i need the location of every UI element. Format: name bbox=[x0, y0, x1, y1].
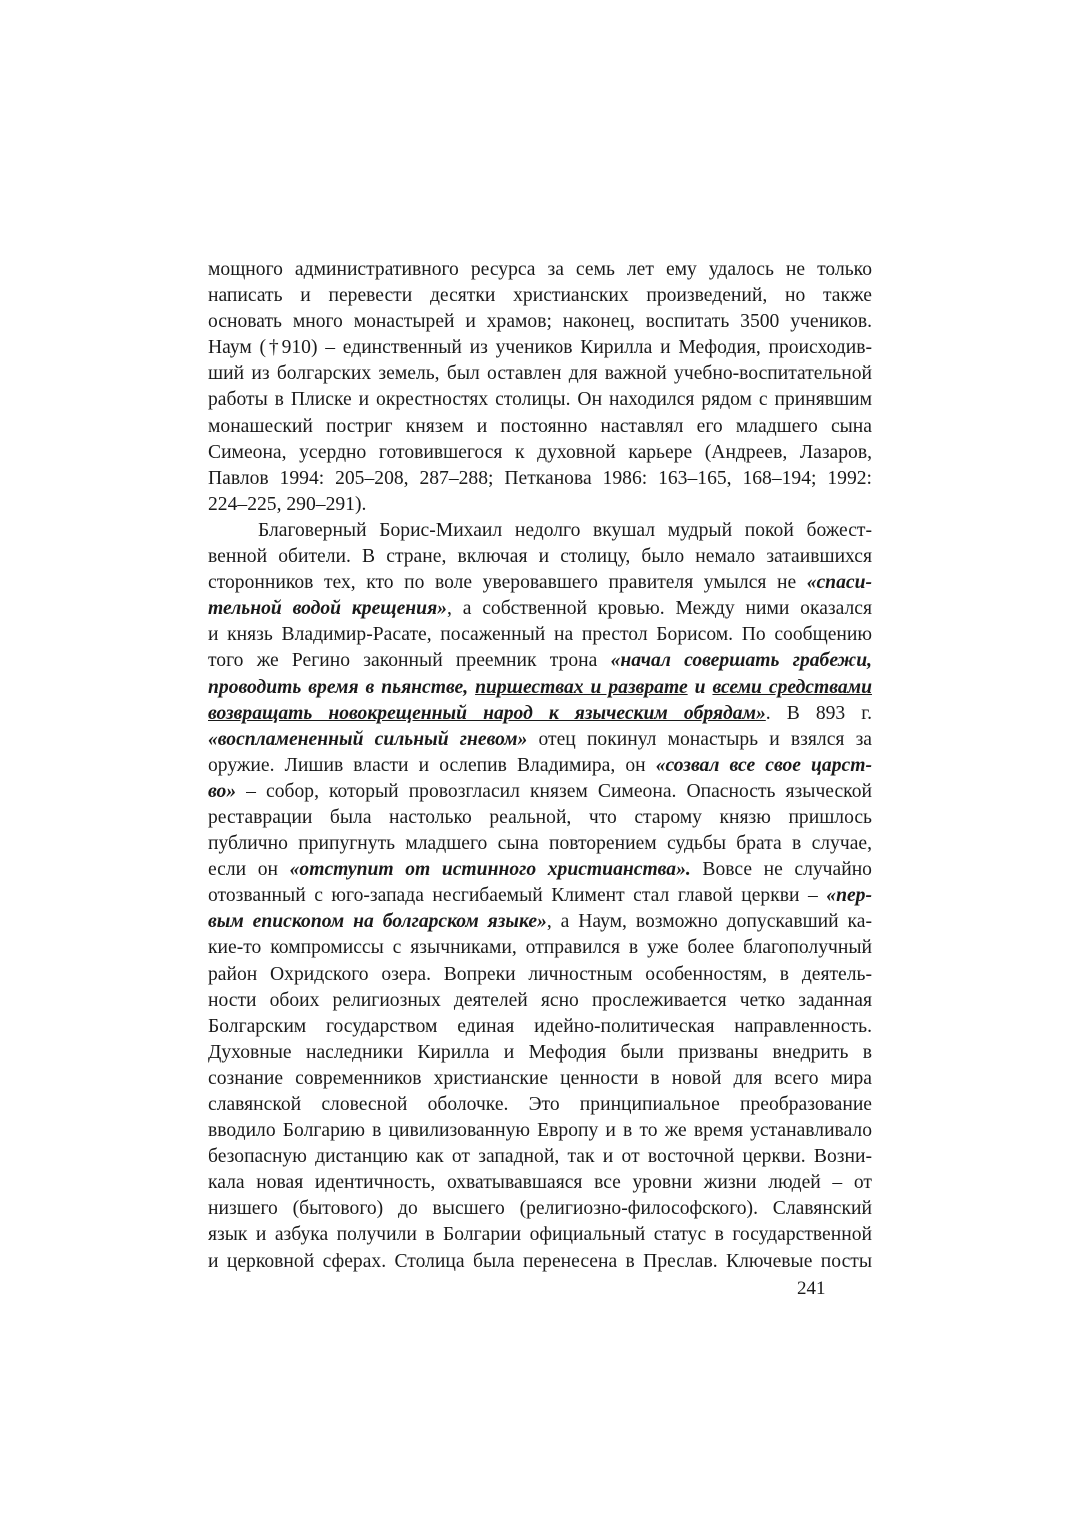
text-line bbox=[208, 622, 872, 648]
quote-emphasis: «спаси- bbox=[806, 572, 872, 594]
text-span: сторонников тех, кто по воле уверовавшего правителя умылся не bbox=[208, 572, 807, 594]
text-span: Духовные наследники Кирилла и Мефодия были призваны внедрить в bbox=[208, 1041, 872, 1063]
text-span: отец покинул монастырь и взялся за bbox=[527, 728, 872, 750]
text-span: публично припугнуть младшего сына повторением судьбы брата в случае, bbox=[208, 833, 872, 855]
text-span: славянской словесной оболочке. Это принципиальное преобразование bbox=[208, 1094, 872, 1115]
text-line bbox=[208, 883, 872, 909]
text-line bbox=[208, 753, 872, 779]
text-line bbox=[208, 544, 872, 570]
text-line bbox=[208, 727, 872, 753]
text-span: кие-то компромиссы с язычниками, отправился в уже более благополучный bbox=[208, 937, 872, 959]
text-line bbox=[208, 1170, 872, 1196]
text-line bbox=[208, 1144, 872, 1170]
text-span: . В 893 г. bbox=[765, 702, 872, 724]
text-span: безопасную дистанцию как от западной, так и от восточной церкви. Возни- bbox=[208, 1146, 872, 1168]
text-span: оружие. Лишив власти и ослепив Владимира, он bbox=[208, 754, 656, 776]
text-line bbox=[208, 988, 872, 1014]
text-line bbox=[208, 831, 872, 857]
text-line bbox=[208, 1014, 872, 1040]
text-line bbox=[208, 962, 872, 988]
text-span: район Охридского озера. Вопреки личностным особенностям, в деятель- bbox=[208, 963, 872, 985]
text-line bbox=[208, 596, 872, 622]
text-line: основать много монастырей и храмов; наконец, воспитать 3500 учеников. bbox=[208, 311, 872, 333]
quote-emphasis: и bbox=[687, 676, 713, 698]
text-span: ности обоих религиозных деятелей ясно прослеживается четко заданная bbox=[208, 989, 872, 1011]
text-span: , а Наум, возможно допускавший ка- bbox=[546, 911, 872, 933]
quote-emphasis: во» bbox=[208, 780, 237, 802]
text-line: Павлов 1994: 205–208, 287–288; Петканова 1986: 163–165, 168–194; 1992: bbox=[208, 467, 872, 489]
text-line bbox=[208, 1249, 872, 1275]
text-line: мощного административного ресурса за семь лет ему удалось не только bbox=[208, 259, 872, 280]
text-line: Наум (†910) – единственный из учеников Кирилла и Мефодия, происходив- bbox=[208, 337, 872, 359]
text-line bbox=[208, 805, 872, 831]
text-line: работы в Плиске и окрестностях столицы. Он находился рядом с принявшим bbox=[208, 389, 872, 411]
text-line bbox=[208, 1066, 872, 1092]
text-span: и церковной сферах. Столица была перенесена в Преслав. Ключевые посты bbox=[208, 1250, 872, 1272]
text-line: монашеский постриг князем и постоянно наставлял его младшего сына bbox=[208, 415, 872, 437]
text-span: реставрации была настолько реальной, что старому князю пришлось bbox=[208, 806, 872, 828]
text-span: и князь Владимир-Расате, посаженный на престол Борисом. По сообщению bbox=[208, 624, 872, 646]
quote-emphasis: «воспламененный сильный гневом» bbox=[208, 728, 528, 750]
quote-emphasis: «отступит от истинного христианства». bbox=[289, 859, 691, 881]
text-line: написать и перевести десятки христианских произведений, но также bbox=[208, 285, 872, 307]
page-number: 241 bbox=[797, 1278, 826, 1299]
text-line: 224–225, 290–291). bbox=[208, 493, 367, 515]
text-span: вводило Болгарию в цивилизованную Европу и в то же время устанавливало bbox=[208, 1120, 872, 1142]
quote-emphasis: «пер- bbox=[826, 885, 872, 907]
text-line bbox=[208, 1196, 872, 1222]
text-line bbox=[208, 570, 872, 596]
quote-emphasis: «начал совершать грабежи, bbox=[610, 650, 872, 672]
quote-underlined: пиршествах и разврате bbox=[475, 676, 688, 698]
text-line bbox=[208, 1118, 872, 1144]
text-span: кала новая идентичность, охватывавшаяся все уровни жизни людей – от bbox=[208, 1172, 872, 1194]
text-line bbox=[208, 935, 872, 961]
body-text bbox=[208, 257, 872, 1275]
quote-emphasis: «созвал все свое царст- bbox=[655, 754, 872, 776]
text-span: если он bbox=[208, 859, 290, 881]
text-span: сознание современников христианские ценности в новой для всего мира bbox=[208, 1067, 872, 1089]
text-line bbox=[208, 909, 872, 935]
text-line bbox=[208, 1092, 872, 1118]
text-span: Болгарским государством единая идейно-политическая направленность. bbox=[208, 1015, 872, 1037]
text-span: венной обители. В стране, включая и столицу, было немало затаившихся bbox=[208, 546, 872, 568]
text-span: Вовсе не случайно bbox=[690, 859, 872, 881]
quote-underlined: возвращать новокрещенный народ к языческим обрядам» bbox=[208, 702, 766, 724]
text-span: – собор, который провозгласил князем Симеона. Опасность языческой bbox=[236, 780, 872, 802]
text-line: Симеона, усердно готовившегося к духовной карьере (Андреев, Лазаров, bbox=[208, 441, 872, 463]
text-span: низшего (бытового) до высшего (религиозно-философского). Славянский bbox=[208, 1198, 872, 1220]
text-line bbox=[208, 648, 872, 674]
quote-emphasis: проводить время в пьянстве, bbox=[208, 676, 476, 698]
text-span: Благоверный Борис-Михаил недолго вкушал мудрый покой божест- bbox=[258, 519, 872, 541]
text-line bbox=[208, 1222, 872, 1248]
text-line bbox=[208, 675, 872, 701]
text-span: язык и азбука получили в Болгарии официальный статус в государственной bbox=[208, 1224, 872, 1246]
text-span: того же Регино законный преемник трона bbox=[208, 650, 611, 672]
text-line bbox=[208, 518, 872, 544]
text-line bbox=[208, 857, 872, 883]
quote-emphasis: тельной водой крещения» bbox=[208, 598, 447, 620]
text-span: , а собственной кровью. Между ними оказался bbox=[446, 598, 872, 620]
text-line bbox=[208, 779, 872, 805]
text-line bbox=[208, 1040, 872, 1066]
text-span: отозванный с юго-запада несгибаемый Климент стал главой церкви – bbox=[208, 885, 827, 907]
text-line bbox=[208, 701, 872, 727]
quote-emphasis: вым епископом на болгарском языке» bbox=[208, 911, 547, 933]
text-line: ший из болгарских земель, был оставлен для важной учебно-воспитательной bbox=[208, 363, 872, 385]
quote-underlined: всеми средствами bbox=[712, 676, 872, 698]
